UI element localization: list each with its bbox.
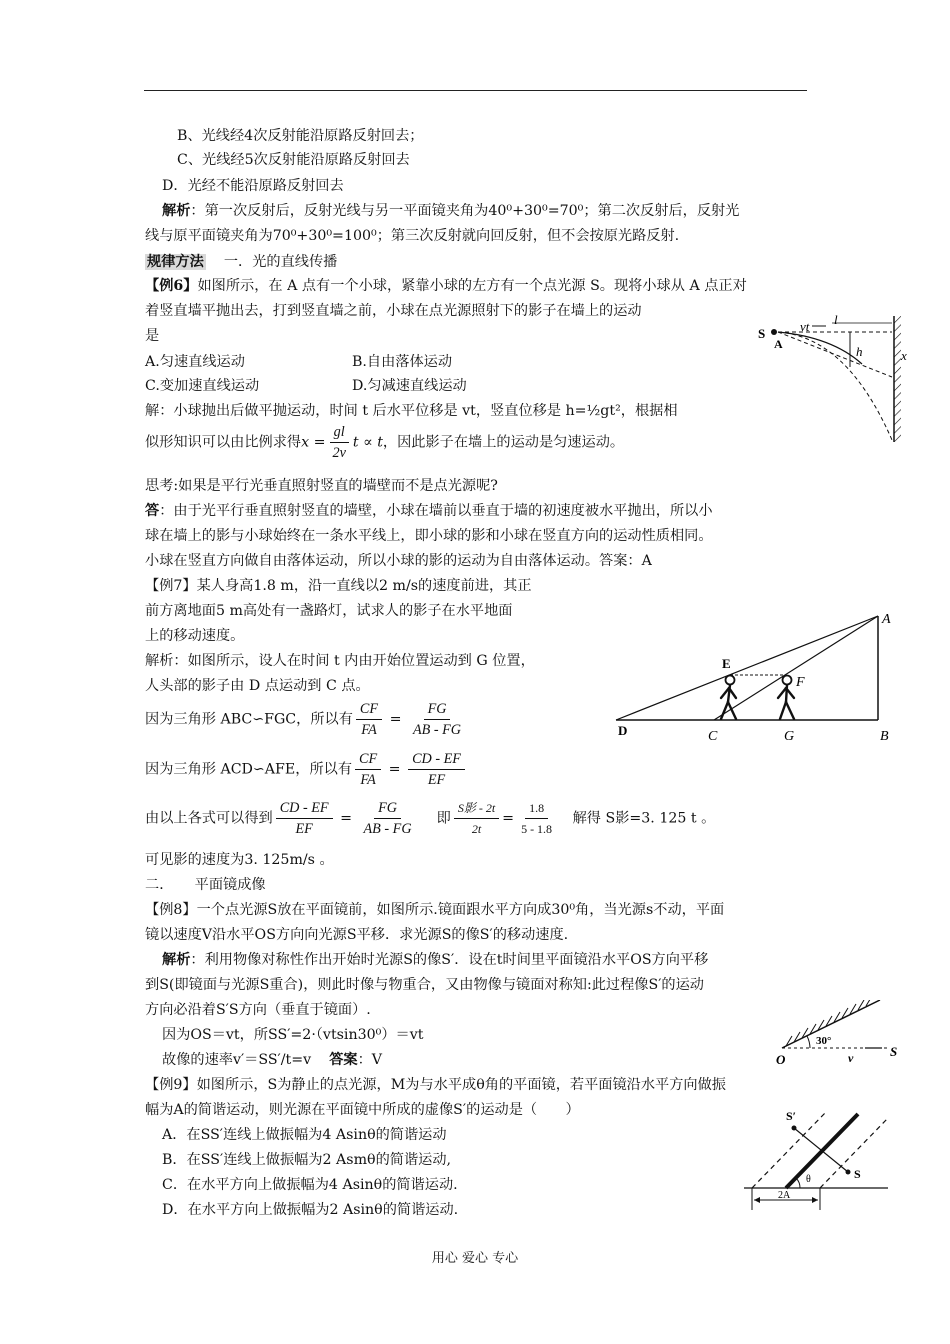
ex8-figure xyxy=(770,1000,920,1070)
person-end xyxy=(778,676,794,720)
ex9-figure xyxy=(738,1106,893,1214)
ex6-answer-3: 小球在竖直方向做自由落体运动，所以小球的影的运动为自由落体运动。答案：A xyxy=(145,553,652,569)
label-o: O xyxy=(776,1052,786,1067)
method-label: 规律方法 xyxy=(147,254,204,270)
ex8-solution-4: 因为OS＝vt，所SS′=2·（vtsin30⁰）＝vt xyxy=(162,1027,424,1043)
ex9-option-c: C．在水平方向上做振幅为4 Asinθ的简谐运动. xyxy=(162,1177,458,1193)
ex6-option-b: B.自由落体运动 xyxy=(352,354,453,370)
ex7-solution-2: 人头部的影子由 D 点运动到 C 点。 xyxy=(145,678,370,694)
analysis-line-1: 解析：第一次反射后，反射光线与另一平面镜夹角为40⁰+30⁰=70⁰；第二次反射后，反射光 xyxy=(162,203,740,219)
person-start xyxy=(721,676,736,720)
page-footer: 用心 爱心 专心 xyxy=(431,1251,519,1266)
ex6-line-3: 是 xyxy=(145,328,160,344)
ex7-equation-3: 由以上各式可以得到 $\frac{CD - EF}{EF}$ = $\frac{FG}{AB - FG}$ 即 $\frac{\text{S影 - 2t}}{2t}$ = $\frac{1.8}{5 - 1.8}$ 解得 S影=3. 125 t 。 xyxy=(145,800,716,837)
ex8-solution-5: 故像的速率v′＝SS′/t=v 答案：V xyxy=(162,1052,383,1068)
mirror-left-extreme xyxy=(752,1112,826,1188)
ex7-line-1: 【例7】某人身高1.8 m，沿一直线以2 m/s的速度前进，其正 xyxy=(145,578,532,594)
label-s-prime: S′ xyxy=(786,1109,797,1123)
wall-hatch xyxy=(894,316,901,442)
ex7-figure xyxy=(606,608,906,750)
ex6-answer-1: 答：由于光平行垂直照射竖直的墙壁，小球在墙前以垂直于墙的初速度被水平抛出，所以小 xyxy=(145,503,713,519)
header-rule xyxy=(144,90,807,91)
ex9-option-a: A．在SS′连线上做振幅为4 Asinθ的简谐运动 xyxy=(162,1127,447,1143)
ex9-option-b: B．在SS′连线上做振幅为2 Asmθ的简谐运动, xyxy=(162,1152,452,1168)
ex9-line-2: 幅为A的简谐运动，则光源在平面镜中所成的虚像S′的运动是（ ） xyxy=(145,1102,580,1118)
ex6-answer-2: 球在墙上的影与小球始终在一条水平线上，即小球的影和小球在竖直方向的运动性质相同。 xyxy=(145,528,713,544)
label-h: h xyxy=(856,344,863,359)
label-b: B xyxy=(880,729,889,744)
label-e: E xyxy=(722,656,731,671)
section-2-heading: 二． 平面镜成像 xyxy=(145,877,266,893)
label-a: A xyxy=(882,612,891,627)
ex8-solution-3: 方向必沿着S′S方向（垂直于镜面）. xyxy=(145,1002,371,1018)
label-s: S xyxy=(758,326,766,341)
label-g: G xyxy=(784,729,795,744)
ex9-line-1: 【例9】如图所示，S为静止的点光源，M为与水平成θ角的平面镜，若平面镜沿水平方向做振 xyxy=(145,1077,726,1093)
ex6-think: 思考:如果是平行光垂直照射竖直的墙壁而不是点光源呢? xyxy=(145,478,498,494)
ex6-line-2: 着竖直墙平抛出去，打到竖直墙之前，小球在点光源照射下的影子在墙上的运动 xyxy=(145,303,642,319)
label-s: S xyxy=(890,1044,898,1059)
option-b: B、光线经4次反射能沿原路反射回去； xyxy=(177,128,424,144)
option-d: D．光经不能沿原路反射回去 xyxy=(162,178,344,194)
ex6-option-a: A.匀速直线运动 xyxy=(145,354,245,370)
label-a: A xyxy=(774,337,783,351)
ex7-line-2: 前方离地面5 m高处有一盏路灯，试求人的影子在水平地面 xyxy=(145,603,513,619)
ex9-option-d: D．在水平方向上做振幅为2 Asinθ的简谐运动. xyxy=(162,1202,459,1218)
ex6-option-c: C.变加速直线运动 xyxy=(145,378,260,394)
analysis-label: 解析 xyxy=(162,203,191,219)
label-l: l xyxy=(834,312,838,327)
label-vt: vt xyxy=(800,319,810,334)
label-x: x xyxy=(901,348,907,363)
ex6-option-d: D.匀减速直线运动 xyxy=(352,378,467,394)
option-c: C、光线经5次反射能沿原路反射回去 xyxy=(177,152,410,168)
trajectory xyxy=(778,332,892,440)
label-theta: θ xyxy=(806,1174,811,1185)
analysis-line-2: 线与原平面镜夹角为70⁰+30⁰=100⁰；第三次反射就向回反射，但不会按原光路反射. xyxy=(145,228,680,244)
ex7-solution-1: 解析：如图所示，设人在时间 t 内由开始位置运动到 G 位置， xyxy=(145,653,535,669)
method-heading: 规律方法 一．光的直线传播 xyxy=(147,254,338,270)
ex8-solution-2: 到S(即镜面与光源S重合)，则此时像与物重合，又由物像与镜面对称知:此过程像S′的运动 xyxy=(145,977,704,993)
label-v: v xyxy=(848,1051,854,1065)
label-2a: 2A xyxy=(778,1190,791,1201)
ex7-conclusion: 可见影的速度为3. 125m/s 。 xyxy=(145,852,334,868)
ex6-line-1: 【例6】如图所示，在 A 点有一个小球，紧靠小球的左方有一个点光源 S。现将小球从 A 点正对 xyxy=(145,278,747,294)
ex8-line-1: 【例8】一个点光源S放在平面镜前，如图所示.镜面跟水平方向成30⁰角，当光源s不动，平面 xyxy=(145,902,725,918)
ex7-equation-1: 因为三角形 ABC∽FGC，所以有 $\frac{CF}{FA}$ = $\frac{FG}{AB - FG}$ xyxy=(145,701,462,738)
ex6-fraction: $\frac{gl}{2v}$ xyxy=(328,422,349,463)
label-d: D xyxy=(618,723,628,738)
ex6-figure xyxy=(752,312,912,444)
label-f: F xyxy=(796,675,805,690)
label-s: S xyxy=(854,1167,861,1181)
ball xyxy=(771,329,777,335)
ex6-solution-1: 解：小球抛出后做平抛运动，时间 t 后水平位移是 vt，竖直位移是 h=½gt²，根据相 xyxy=(145,403,678,419)
label-angle: 30° xyxy=(816,1035,832,1047)
label-c: C xyxy=(708,729,718,744)
ex6-solution-2: 似形知识可以由比例求得x = $\frac{gl}{2v}$ t ∝ t，因此影子在墙上的运动是匀速运动。 xyxy=(145,424,625,461)
ex8-solution-1: 解析：利用物像对称性作出开始时光源S的像S′．设在t时间里平面镜沿水平OS方向平移 xyxy=(162,952,709,968)
ex7-equation-2: 因为三角形 ACD∽AFE，所以有 $\frac{CF}{FA}$ = $\frac{CD - EF}{EF}$ xyxy=(145,749,468,790)
ex7-line-3: 上的移动速度。 xyxy=(145,628,245,644)
ex8-line-2: 镜以速度V沿水平OS方向向光源S平移．求光源S的像S′的移动速度. xyxy=(145,927,569,943)
